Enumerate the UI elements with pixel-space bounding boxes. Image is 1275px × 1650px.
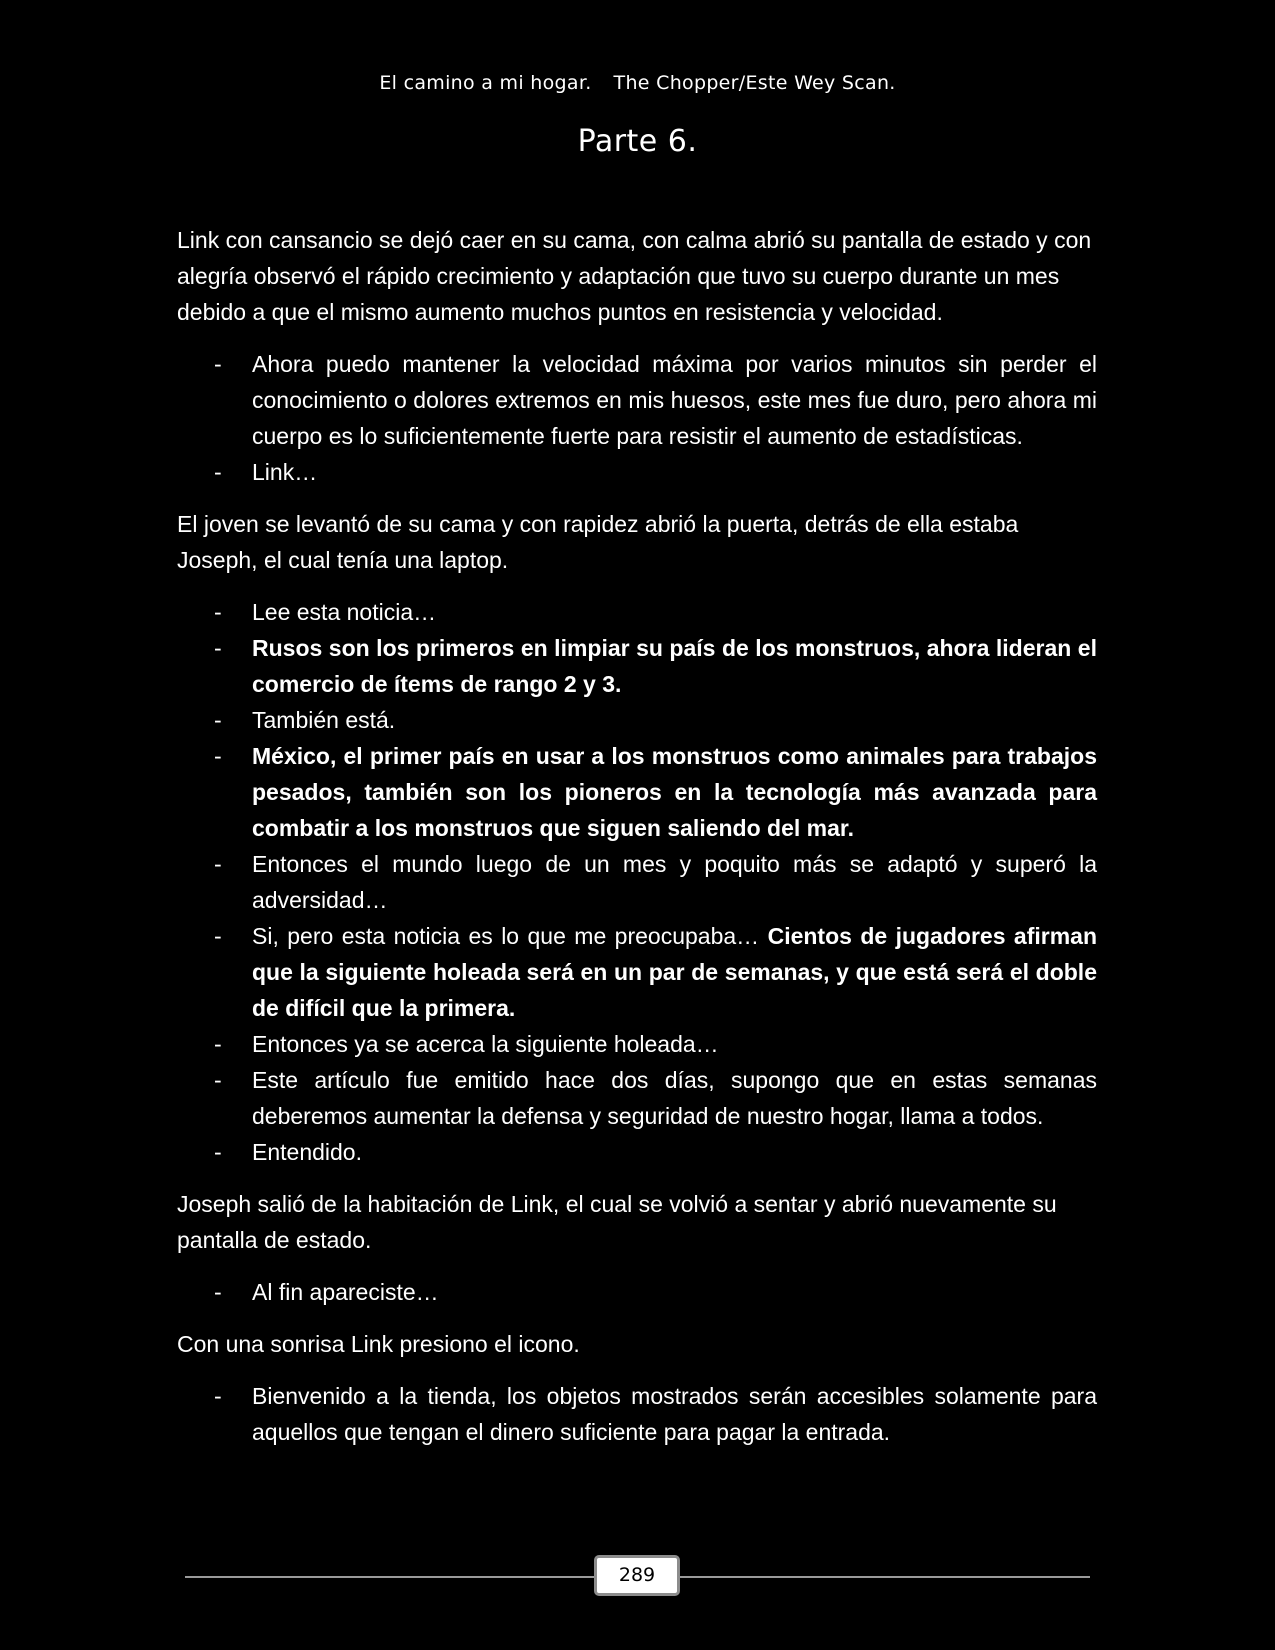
dialogue-line — [177, 1062, 1097, 1134]
dialogue-group — [177, 1378, 1097, 1450]
dialogue-line — [177, 346, 1097, 454]
dialogue-group — [177, 346, 1097, 490]
dialogue-text: Entonces ya se acerca la siguiente holeada… — [252, 1031, 719, 1057]
paragraph: El joven se levantó de su cama y con rapidez abrió la puerta, detrás de ella estaba Joseph, el cual tenía una laptop. — [177, 511, 1019, 573]
dialogue-text: Entendido. — [252, 1139, 362, 1165]
dialogue-line — [177, 1134, 1097, 1170]
dialogue-line — [177, 846, 1097, 918]
body-text — [177, 222, 1097, 1466]
footer-rule-right — [680, 1576, 1090, 1578]
paragraph: Joseph salió de la habitación de Link, el cual se volvió a sentar y abrió nuevamente su pantalla de estado. — [177, 1191, 1057, 1253]
dialogue-text: Entonces el mundo luego de un mes y poquito más se adaptó y superó la adversidad… — [252, 851, 1097, 913]
paragraph: Con una sonrisa Link presiono el icono. — [177, 1331, 580, 1357]
dialogue-line — [177, 454, 1097, 490]
dialogue-text-plain: Si, pero esta noticia es lo que me preocupaba… — [252, 923, 760, 949]
dialogue-dash: - — [214, 459, 222, 485]
dialogue-dash: - — [214, 707, 222, 733]
dialogue-text: Ahora puedo mantener la velocidad máxima por varios minutos sin perder el conocimiento o dolores extremos en mis huesos, este mes fue duro, pero ahora mi cuerpo es lo suficientemente fuerte para resistir el aumento de estadísticas. — [252, 351, 1097, 449]
page-number: 289 — [594, 1555, 680, 1596]
dialogue-text: Link… — [252, 459, 318, 485]
running-header — [0, 72, 1275, 94]
news-headline: Cientos de jugadores afirman que la siguiente holeada será en un par de semanas, y que está será el doble de difícil que la primera. — [252, 923, 1097, 1021]
dialogue-group — [177, 594, 1097, 1170]
dialogue-dash: - — [214, 743, 222, 769]
dialogue-dash: - — [214, 1031, 222, 1057]
dialogue-dash: - — [214, 851, 222, 877]
dialogue-text — [252, 918, 1097, 1026]
chapter-title: Parte 6. — [577, 124, 698, 159]
dialogue-text: Este artículo fue emitido hace dos días, supongo que en estas semanas deberemos aumentar la defensa y seguridad de nuestro hogar, llama a todos. — [252, 1067, 1097, 1129]
dialogue-line — [177, 918, 1097, 1026]
dialogue-group — [177, 1274, 1097, 1310]
dialogue-dash: - — [214, 635, 222, 661]
dialogue-dash: - — [214, 1383, 222, 1409]
dialogue-dash: - — [214, 923, 222, 949]
scan-group-credit: The Chopper/Este Wey Scan. — [613, 72, 896, 94]
news-headline: Rusos son los primeros en limpiar su país de los monstruos, ahora lideran el comercio de ítems de rango 2 y 3. — [252, 635, 1097, 697]
dialogue-text: Al fin apareciste… — [252, 1279, 439, 1305]
footer-rule-left — [185, 1576, 595, 1578]
news-headline: México, el primer país en usar a los monstruos como animales para trabajos pesados, también son los pioneros en la tecnología más avanzada para combatir a los monstruos que siguen saliendo del mar. — [252, 743, 1097, 841]
dialogue-text: Bienvenido a la tienda, los objetos mostrados serán accesibles solamente para aquellos que tengan el dinero suficiente para pagar la entrada. — [252, 1383, 1097, 1445]
dialogue-dash: - — [214, 1279, 222, 1305]
dialogue-text: También está. — [252, 707, 396, 733]
dialogue-line — [177, 594, 1097, 630]
dialogue-dash: - — [214, 1067, 222, 1093]
dialogue-dash: - — [214, 351, 222, 377]
dialogue-line — [177, 1378, 1097, 1450]
dialogue-dash: - — [214, 599, 222, 625]
book-title: El camino a mi hogar. — [379, 72, 592, 94]
dialogue-line — [177, 1026, 1097, 1062]
dialogue-line — [177, 702, 1097, 738]
dialogue-text: Lee esta noticia… — [252, 599, 437, 625]
dialogue-line — [177, 630, 1097, 702]
paragraph: Link con cansancio se dejó caer en su cama, con calma abrió su pantalla de estado y con alegría observó el rápido crecimiento y adaptación que tuvo su cuerpo durante un mes debido a que el mismo aumento muchos puntos en resistencia y velocidad. — [177, 227, 1092, 325]
dialogue-dash: - — [214, 1139, 222, 1165]
dialogue-line — [177, 1274, 1097, 1310]
dialogue-line — [177, 738, 1097, 846]
